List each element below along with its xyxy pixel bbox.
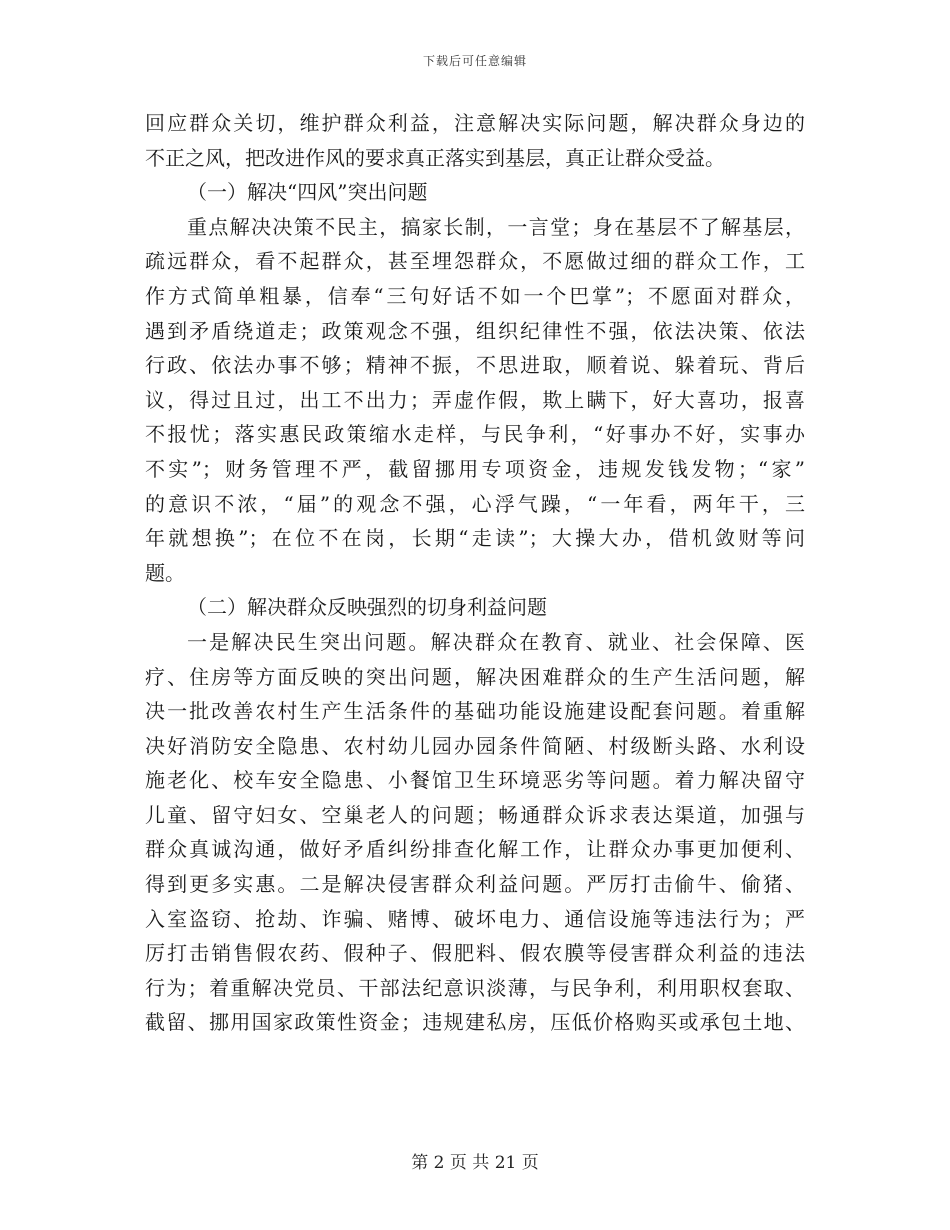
paragraph-line: 不报忧；落实惠民政策缩水走样，与民争利，“好事办不好，实事办: [145, 422, 805, 447]
paragraph-line: 行为；着重解决党员、干部法纪意识淡薄，与民争利，利用职权套取、: [145, 975, 805, 1000]
paragraph-line: 入室盗窃、抢劫、诈骗、赌博、破坏电力、通信设施等违法行为；严: [145, 906, 805, 931]
page-footer: 第 2 页 共 21 页: [411, 1153, 539, 1173]
paragraph-line: 得到更多实惠。二是解决侵害群众利益问题。严厉打击偷牛、偷猪、: [145, 872, 805, 897]
paragraph-line: 不实”；财务管理不严，截留挪用专项资金，违规发钱发物；“家”: [145, 456, 805, 481]
paragraph-line: 不正之风，把改进作风的要求真正落实到基层，真正让群众受益。: [145, 145, 725, 170]
paragraph-line: 疗、住房等方面反映的突出问题，解决困难群众的生产生活问题，解: [145, 664, 805, 689]
section-heading: （一）解决“四风”突出问题: [187, 180, 428, 205]
paragraph-line: 的意识不浓，“届”的观念不强，心浮气躁，“一年看，两年干，三: [145, 491, 805, 516]
paragraph-line: 作方式简单粗暴，信奉“三句好话不如一个巴掌”；不愿面对群众，: [145, 283, 805, 308]
paragraph-line: 回应群众关切，维护群众利益，注意解决实际问题，解决群众身边的: [145, 111, 805, 135]
paragraph-line: 截留、挪用国家政策性资金；违规建私房，压低价格购买或承包土地、: [145, 1010, 805, 1035]
paragraph-line: 一是解决民生突出问题。解决群众在教育、就业、社会保障、医: [187, 629, 805, 654]
paragraph-line: 儿童、留守妇女、空巢老人的问题；畅通群众诉求表达渠道，加强与: [145, 802, 805, 827]
paragraph-line: 重点解决决策不民主，搞家长制，一言堂；身在基层不了解基层，: [187, 214, 805, 239]
document-body: [145, 106, 805, 1040]
paragraph-line: 行政、依法办事不够；精神不振，不思进取，顺着说、躲着玩、背后: [145, 353, 805, 378]
paragraph-line: 决好消防安全隐患、农村幼儿园办园条件简陋、村级断头路、水利设: [145, 733, 805, 758]
paragraph-line: 施老化、校车安全隐患、小餐馆卫生环境恶劣等问题。着力解决留守: [145, 768, 805, 793]
paragraph-line: 群众真诚沟通，做好矛盾纠纷排查化解工作，让群众办事更加便利、: [145, 837, 805, 862]
page-header: 下载后可任意编辑: [422, 54, 527, 68]
paragraph-line: 年就想换”；在位不在岗，长期“走读”；大操大办，借机敛财等问: [145, 526, 805, 551]
paragraph-line: 疏远群众，看不起群众，甚至埋怨群众，不愿做过细的群众工作，工: [145, 249, 805, 274]
paragraph-line: 议，得过且过，出工不出力；弄虚作假，欺上瞒下，好大喜功，报喜: [145, 387, 805, 412]
paragraph-line: 厉打击销售假农药、假种子、假肥料、假农膜等侵害群众利益的违法: [145, 941, 805, 966]
paragraph-line: 遇到矛盾绕道走；政策观念不强，组织纪律性不强，依法决策、依法: [145, 318, 805, 343]
section-heading: （二）解决群众反映强烈的切身利益问题: [187, 595, 547, 620]
paragraph-line: 题。: [145, 560, 185, 585]
paragraph-line: 决一批改善农村生产生活条件的基础功能设施建设配套问题。着重解: [145, 699, 805, 724]
